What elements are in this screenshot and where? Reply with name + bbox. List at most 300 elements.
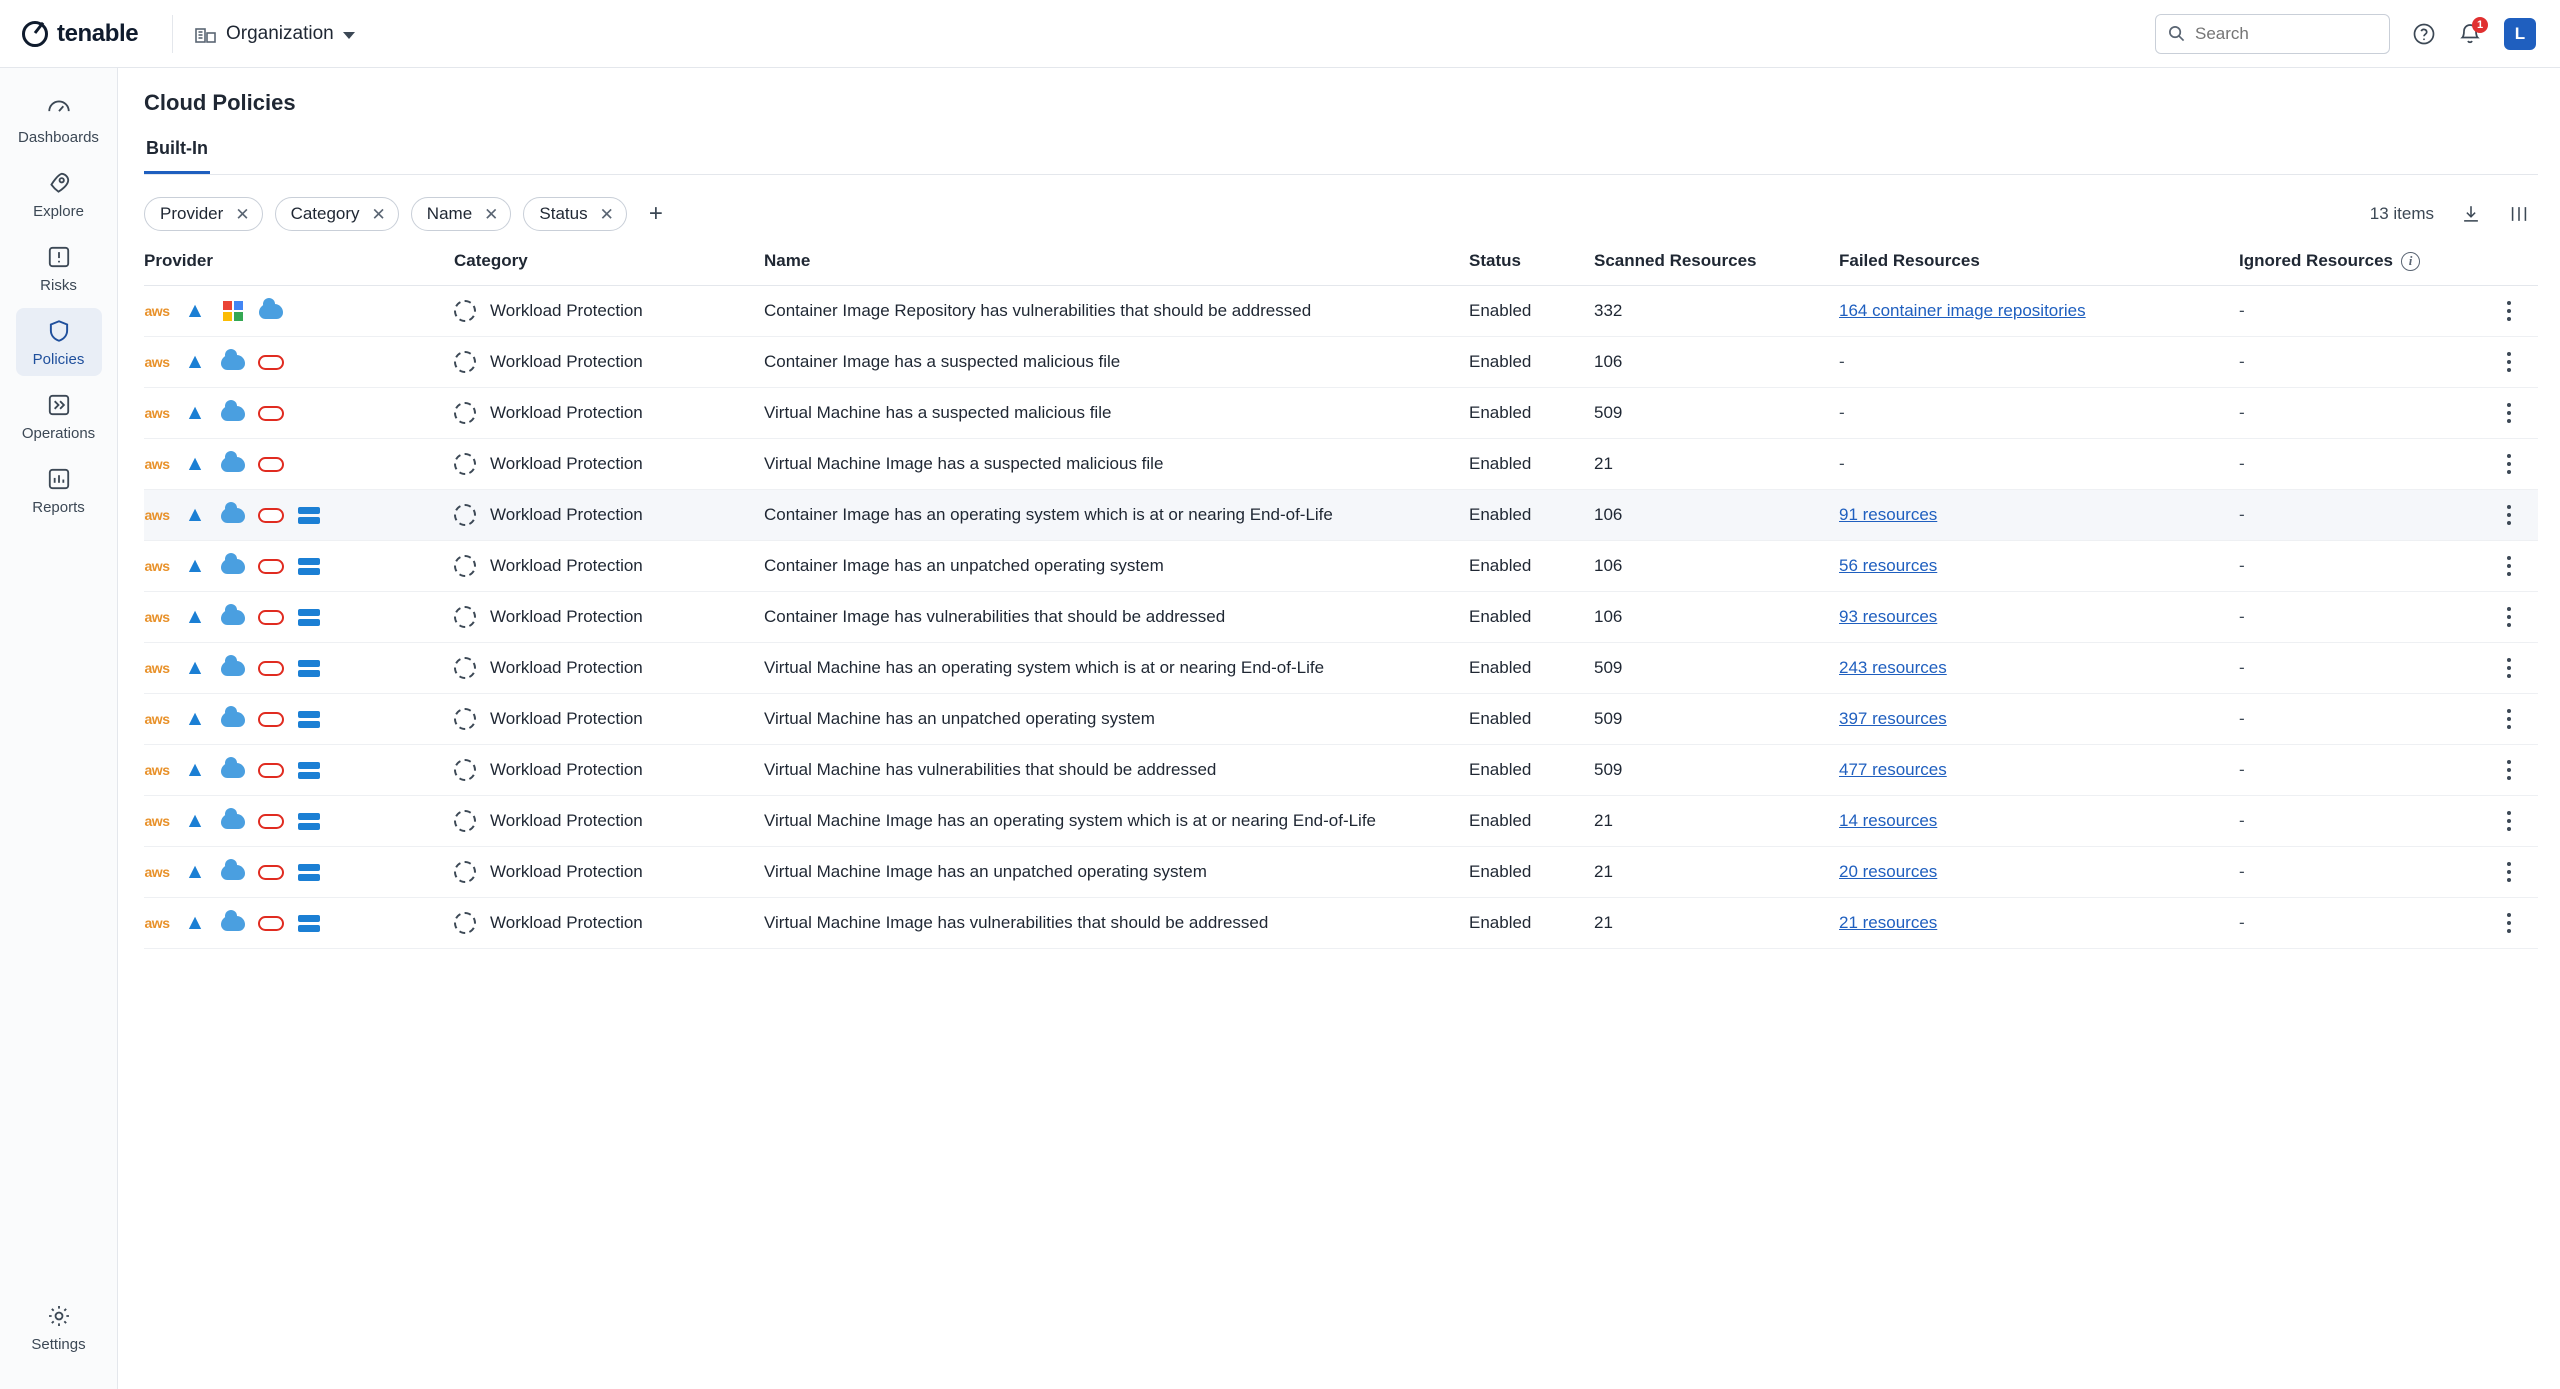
ignored-resources-value: - (2239, 607, 2245, 626)
ignored-resources-value: - (2239, 301, 2245, 320)
close-icon[interactable]: ✕ (484, 204, 499, 224)
report-icon (46, 466, 72, 492)
row-actions-menu-icon[interactable] (2479, 760, 2538, 780)
workload-protection-icon (454, 861, 476, 883)
cell-name[interactable] (764, 286, 1469, 337)
ignored-resources-value: - (2239, 556, 2245, 575)
cell-name[interactable] (764, 337, 1469, 388)
aws-icon: aws (144, 609, 170, 625)
table-row[interactable] (144, 643, 2538, 694)
policy-name: Virtual Machine has a suspected malicious file (764, 403, 1112, 422)
azure-icon: ▲ (184, 809, 206, 832)
scanned-resources-value: 106 (1594, 556, 1623, 575)
sidebar-item-explore[interactable] (16, 160, 102, 228)
filter-chip-name[interactable] (411, 197, 512, 231)
cell-status (1469, 541, 1594, 592)
tab-bar (144, 138, 2538, 175)
status-badge: Enabled (1469, 658, 1532, 677)
failed-resources-link[interactable]: 93 resources (1839, 607, 1938, 626)
columns-icon[interactable] (2508, 203, 2530, 225)
workload-protection-icon (454, 453, 476, 475)
redhat-icon (258, 555, 284, 577)
sidebar-item-operations[interactable] (16, 382, 102, 450)
failed-resources-link[interactable]: 20 resources (1839, 862, 1938, 881)
status-badge: Enabled (1469, 403, 1532, 422)
top-bar-actions (2155, 14, 2560, 54)
row-actions-menu-icon[interactable] (2479, 862, 2538, 882)
filter-chip-label: Provider (160, 204, 224, 223)
cell-category (454, 745, 764, 796)
policies-table (144, 231, 2538, 949)
sidebar-item-reports[interactable] (16, 456, 102, 524)
column-header-ignored-resources[interactable] (2239, 231, 2479, 286)
table-row[interactable] (144, 898, 2538, 949)
cell-actions (2479, 286, 2538, 337)
cell-ignored-resources (2239, 439, 2479, 490)
policy-name: Container Image has an unpatched operating system (764, 556, 1164, 575)
sidebar-item-label: Risks (40, 277, 77, 294)
category-label: Workload Protection (490, 709, 643, 728)
cell-scanned-resources (1594, 439, 1839, 490)
column-header-provider[interactable]: Provider (144, 231, 454, 286)
ignored-resources-value: - (2239, 913, 2245, 932)
row-actions-menu-icon[interactable] (2479, 913, 2538, 933)
gear-icon (46, 1303, 72, 1329)
filter-chip-label: Category (290, 204, 360, 223)
table-row[interactable] (144, 745, 2538, 796)
cell-actions (2479, 337, 2538, 388)
row-actions-menu-icon[interactable] (2479, 403, 2538, 423)
status-badge: Enabled (1469, 607, 1532, 626)
cell-ignored-resources (2239, 643, 2479, 694)
sidebar-item-settings[interactable] (16, 1293, 102, 1361)
cell-scanned-resources (1594, 541, 1839, 592)
filter-chip-label: Status (539, 204, 588, 223)
cell-status (1469, 388, 1594, 439)
close-icon[interactable]: ✕ (235, 204, 250, 224)
close-icon[interactable]: ✕ (371, 204, 386, 224)
tenable-logo-icon (22, 21, 48, 47)
brand-logo[interactable] (0, 20, 168, 48)
cell-name[interactable] (764, 898, 1469, 949)
policy-name: Virtual Machine Image has an unpatched operating system (764, 862, 1207, 881)
oracle-cloud-icon (296, 606, 322, 628)
cell-category (454, 643, 764, 694)
table-row[interactable] (144, 388, 2538, 439)
scanned-resources-value: 509 (1594, 709, 1623, 728)
gcp-icon (220, 300, 246, 322)
search-input[interactable] (2195, 24, 2377, 44)
failed-resources-link[interactable]: 477 resources (1839, 760, 1947, 779)
cell-category (454, 592, 764, 643)
table-row[interactable] (144, 694, 2538, 745)
add-filter-button[interactable]: + (648, 200, 663, 227)
cloud-icon (220, 351, 246, 373)
failed-resources-link[interactable]: 21 resources (1839, 913, 1938, 932)
category-label: Workload Protection (490, 658, 643, 677)
cell-category (454, 388, 764, 439)
cloud-icon (220, 402, 246, 424)
table-row[interactable] (144, 439, 2538, 490)
redhat-icon (258, 453, 284, 475)
rocket-icon (46, 170, 72, 196)
policy-name: Virtual Machine has an operating system which is at or nearing End-of-Life (764, 658, 1325, 677)
status-badge: Enabled (1469, 505, 1532, 524)
cell-status (1469, 745, 1594, 796)
azure-icon: ▲ (184, 911, 206, 934)
azure-icon: ▲ (184, 401, 206, 424)
sidebar-item-dashboards[interactable] (16, 86, 102, 154)
cell-category (454, 439, 764, 490)
cell-provider (144, 337, 454, 388)
workload-protection-icon (454, 657, 476, 679)
workload-protection-icon (454, 351, 476, 373)
filter-chip-label: Name (426, 204, 473, 223)
ignored-resources-value: - (2239, 658, 2245, 677)
cell-ignored-resources (2239, 898, 2479, 949)
cell-status (1469, 439, 1594, 490)
failed-resources-link[interactable]: 164 container image repositories (1839, 301, 2086, 320)
cell-provider (144, 796, 454, 847)
workload-protection-icon (454, 402, 476, 424)
row-actions-menu-icon[interactable] (2479, 505, 2538, 525)
cell-status (1469, 694, 1594, 745)
sidebar (0, 68, 118, 1389)
column-header-status[interactable]: Status (1469, 231, 1594, 286)
policy-name: Container Image Repository has vulnerabilities that should be addressed (764, 301, 1312, 320)
redhat-icon (258, 810, 284, 832)
cell-provider (144, 694, 454, 745)
cell-ignored-resources (2239, 388, 2479, 439)
column-header-ignored-label: Ignored Resources (2239, 251, 2393, 270)
cloud-icon (220, 504, 246, 526)
cell-actions (2479, 490, 2538, 541)
cell-ignored-resources (2239, 592, 2479, 643)
divider (172, 15, 173, 53)
table-body (144, 286, 2538, 949)
cell-provider (144, 898, 454, 949)
cell-provider (144, 745, 454, 796)
sidebar-item-risks[interactable] (16, 234, 102, 302)
table-row[interactable] (144, 286, 2538, 337)
workload-protection-icon (454, 555, 476, 577)
filter-chip-provider[interactable] (144, 197, 263, 231)
cell-name[interactable] (764, 388, 1469, 439)
cell-scanned-resources (1594, 694, 1839, 745)
cell-scanned-resources (1594, 745, 1839, 796)
aws-icon: aws (144, 864, 170, 880)
policy-name: Container Image has vulnerabilities that should be addressed (764, 607, 1226, 626)
failed-resources-link[interactable]: 14 resources (1839, 811, 1938, 830)
cell-name[interactable] (764, 847, 1469, 898)
brand-name: tenable (57, 19, 139, 47)
workload-protection-icon (454, 810, 476, 832)
sidebar-item-policies[interactable] (16, 308, 102, 376)
failed-resources-link[interactable]: 397 resources (1839, 709, 1947, 728)
cell-scanned-resources (1594, 592, 1839, 643)
filter-chip-status[interactable] (523, 197, 626, 231)
cell-failed-resources (1839, 388, 2239, 439)
row-actions-menu-icon[interactable] (2479, 709, 2538, 729)
search-box[interactable] (2155, 14, 2390, 54)
cloud-icon (220, 606, 246, 628)
workload-protection-icon (454, 606, 476, 628)
row-actions-menu-icon[interactable] (2479, 556, 2538, 576)
top-bar (0, 0, 2560, 68)
failed-resources-link[interactable]: 91 resources (1839, 505, 1938, 524)
cell-status (1469, 490, 1594, 541)
filter-bar (118, 175, 2560, 231)
cell-actions (2479, 694, 2538, 745)
policy-name: Container Image has an operating system which is at or nearing End-of-Life (764, 505, 1333, 524)
cell-status (1469, 847, 1594, 898)
sidebar-item-label: Operations (21, 425, 96, 442)
cell-provider (144, 388, 454, 439)
row-actions-menu-icon[interactable] (2479, 301, 2538, 321)
aws-icon: aws (144, 303, 170, 319)
azure-icon: ▲ (184, 707, 206, 730)
scanned-resources-value: 21 (1594, 862, 1613, 881)
cell-failed-resources (1839, 439, 2239, 490)
cell-category (454, 337, 764, 388)
cell-category (454, 541, 764, 592)
status-badge: Enabled (1469, 454, 1532, 473)
cell-name[interactable] (764, 439, 1469, 490)
redhat-icon (258, 759, 284, 781)
cloud-icon (220, 657, 246, 679)
cell-scanned-resources (1594, 286, 1839, 337)
row-actions-menu-icon[interactable] (2479, 352, 2538, 372)
status-badge: Enabled (1469, 709, 1532, 728)
failed-resources-link[interactable]: 56 resources (1839, 556, 1938, 575)
cell-failed-resources (1839, 745, 2239, 796)
row-actions-menu-icon[interactable] (2479, 607, 2538, 627)
cell-name[interactable] (764, 694, 1469, 745)
cell-scanned-resources (1594, 337, 1839, 388)
policy-name: Virtual Machine Image has vulnerabilities that should be addressed (764, 913, 1269, 932)
azure-icon: ▲ (184, 605, 206, 628)
cell-ignored-resources (2239, 286, 2479, 337)
failed-resources-link[interactable]: 243 resources (1839, 658, 1947, 677)
dashboard-icon (46, 96, 72, 122)
tab-built-in[interactable]: Built-In (144, 138, 210, 174)
cell-ignored-resources (2239, 694, 2479, 745)
column-header-scanned-resources[interactable]: Scanned Resources (1594, 231, 1839, 286)
cell-name[interactable] (764, 745, 1469, 796)
failed-resources-value: - (1839, 403, 1845, 422)
alert-icon (46, 244, 72, 270)
status-badge: Enabled (1469, 811, 1532, 830)
ignored-resources-value: - (2239, 454, 2245, 473)
column-header-name[interactable]: Name (764, 231, 1469, 286)
main-content (118, 68, 2560, 1389)
cell-ignored-resources (2239, 541, 2479, 592)
category-label: Workload Protection (490, 811, 643, 830)
status-badge: Enabled (1469, 760, 1532, 779)
aws-icon: aws (144, 711, 170, 727)
azure-icon: ▲ (184, 350, 206, 373)
policy-name: Container Image has a suspected malicious file (764, 352, 1121, 371)
cell-actions (2479, 388, 2538, 439)
table-row[interactable] (144, 490, 2538, 541)
cell-name[interactable] (764, 643, 1469, 694)
cell-ignored-resources (2239, 796, 2479, 847)
cell-scanned-resources (1594, 796, 1839, 847)
aws-icon: aws (144, 354, 170, 370)
aws-icon: aws (144, 558, 170, 574)
table-row[interactable] (144, 796, 2538, 847)
column-header-actions (2479, 231, 2538, 286)
table-row[interactable] (144, 592, 2538, 643)
chevron-down-icon (343, 32, 355, 39)
ignored-resources-value: - (2239, 811, 2245, 830)
info-icon[interactable]: i (2401, 252, 2420, 271)
azure-icon: ▲ (184, 656, 206, 679)
workload-protection-icon (454, 759, 476, 781)
cell-scanned-resources (1594, 643, 1839, 694)
policy-name: Virtual Machine Image has a suspected malicious file (764, 454, 1164, 473)
items-count: 13 items (2369, 204, 2434, 223)
ignored-resources-value: - (2239, 403, 2245, 422)
oracle-cloud-icon (296, 504, 322, 526)
azure-icon: ▲ (184, 554, 206, 577)
azure-icon: ▲ (184, 452, 206, 475)
ignored-resources-value: - (2239, 505, 2245, 524)
scanned-resources-value: 21 (1594, 454, 1613, 473)
table-header-row (144, 231, 2538, 286)
workload-protection-icon (454, 708, 476, 730)
category-label: Workload Protection (490, 556, 643, 575)
redhat-icon (258, 606, 284, 628)
scanned-resources-value: 106 (1594, 505, 1623, 524)
row-actions-menu-icon[interactable] (2479, 454, 2538, 474)
status-badge: Enabled (1469, 301, 1532, 320)
cell-provider (144, 643, 454, 694)
sidebar-item-label: Settings (31, 1336, 86, 1353)
redhat-icon (258, 351, 284, 373)
cell-name[interactable] (764, 796, 1469, 847)
filter-chip-category[interactable] (275, 197, 399, 231)
redhat-icon (258, 912, 284, 934)
cell-actions (2479, 439, 2538, 490)
cell-name[interactable] (764, 490, 1469, 541)
column-header-category[interactable]: Category (454, 231, 764, 286)
cloud-icon (220, 759, 246, 781)
shield-icon (46, 318, 72, 344)
policy-name: Virtual Machine has vulnerabilities that should be addressed (764, 760, 1217, 779)
table-header (144, 231, 2538, 286)
azure-icon: ▲ (184, 860, 206, 883)
ignored-resources-value: - (2239, 760, 2245, 779)
avatar[interactable]: L (2504, 18, 2536, 50)
aws-icon: aws (144, 915, 170, 931)
cell-failed-resources (1839, 643, 2239, 694)
cloud-icon (220, 912, 246, 934)
redhat-icon (258, 402, 284, 424)
redhat-icon (258, 861, 284, 883)
close-icon[interactable]: ✕ (599, 204, 614, 224)
cell-failed-resources (1839, 286, 2239, 337)
cell-actions (2479, 745, 2538, 796)
category-label: Workload Protection (490, 760, 643, 779)
cell-provider (144, 286, 454, 337)
cell-category (454, 796, 764, 847)
cell-actions (2479, 847, 2538, 898)
aws-icon: aws (144, 507, 170, 523)
category-label: Workload Protection (490, 607, 643, 626)
category-label: Workload Protection (490, 301, 643, 320)
azure-icon: ▲ (184, 503, 206, 526)
organization-switcher[interactable] (185, 17, 365, 51)
scanned-resources-value: 21 (1594, 811, 1613, 830)
cell-actions (2479, 541, 2538, 592)
cell-actions (2479, 898, 2538, 949)
redhat-icon (258, 708, 284, 730)
column-header-failed-resources[interactable]: Failed Resources (1839, 231, 2239, 286)
help-circle-icon[interactable] (2412, 22, 2436, 46)
oracle-cloud-icon (296, 708, 322, 730)
cell-scanned-resources (1594, 388, 1839, 439)
notification-badge: 1 (2472, 17, 2488, 33)
cell-status (1469, 898, 1594, 949)
aws-icon: aws (144, 762, 170, 778)
workload-protection-icon (454, 504, 476, 526)
cell-name[interactable] (764, 541, 1469, 592)
cloud-icon (258, 300, 284, 322)
sidebar-item-label: Policies (32, 351, 85, 368)
table-toolbar (2370, 203, 2560, 225)
cell-status (1469, 286, 1594, 337)
cell-status (1469, 337, 1594, 388)
failed-resources-value: - (1839, 352, 1845, 371)
oracle-cloud-icon (296, 759, 322, 781)
failed-resources-value: - (1839, 454, 1845, 473)
aws-icon: aws (144, 813, 170, 829)
cell-ignored-resources (2239, 745, 2479, 796)
cell-actions (2479, 643, 2538, 694)
row-actions-menu-icon[interactable] (2479, 811, 2538, 831)
cell-provider (144, 439, 454, 490)
table-row[interactable] (144, 541, 2538, 592)
category-label: Workload Protection (490, 505, 643, 524)
cell-category (454, 898, 764, 949)
oracle-cloud-icon (296, 555, 322, 577)
status-badge: Enabled (1469, 862, 1532, 881)
scanned-resources-value: 106 (1594, 352, 1623, 371)
cell-actions (2479, 592, 2538, 643)
cell-provider (144, 541, 454, 592)
azure-icon: ▲ (184, 758, 206, 781)
cell-failed-resources (1839, 694, 2239, 745)
cell-name[interactable] (764, 592, 1469, 643)
cell-failed-resources (1839, 847, 2239, 898)
cell-provider (144, 592, 454, 643)
row-actions-menu-icon[interactable] (2479, 658, 2538, 678)
table-row[interactable] (144, 337, 2538, 388)
ignored-resources-value: - (2239, 352, 2245, 371)
scanned-resources-value: 21 (1594, 913, 1613, 932)
bell-icon[interactable] (2458, 18, 2484, 46)
oracle-cloud-icon (296, 912, 322, 934)
cloud-icon (220, 708, 246, 730)
cell-category (454, 490, 764, 541)
cell-provider (144, 490, 454, 541)
table-row[interactable] (144, 847, 2538, 898)
search-icon (2168, 25, 2185, 42)
download-icon[interactable] (2460, 203, 2482, 225)
status-badge: Enabled (1469, 913, 1532, 932)
cell-failed-resources (1839, 796, 2239, 847)
